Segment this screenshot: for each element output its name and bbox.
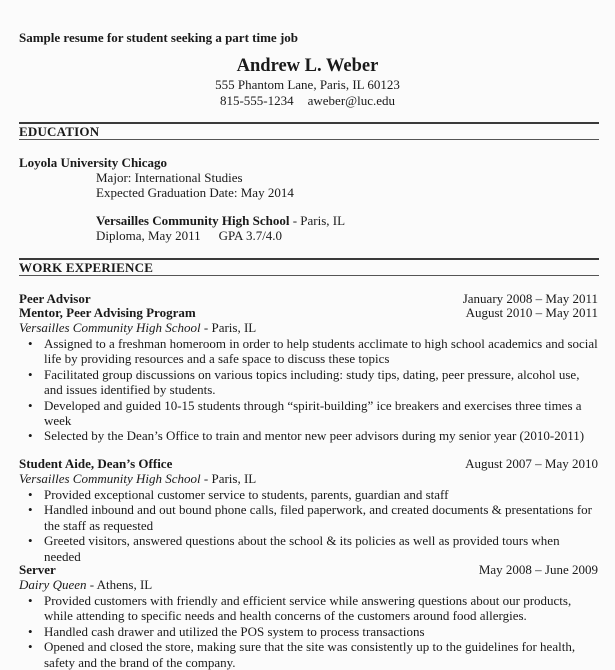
high-school-line bbox=[96, 213, 345, 229]
job-title: Peer Advisor bbox=[19, 291, 91, 306]
list-item: • Facilitated group discussions on various topics including: study tips, dating, peer pressure, alcohol use, and issues identified by students. bbox=[28, 366, 580, 398]
job-title: Student Aide, Dean’s Office bbox=[19, 456, 173, 471]
list-item: • Developed and guided 10-15 students through “spirit-building” ice breakers and exercises three times a week bbox=[28, 397, 582, 429]
job-dates: August 2010 – May 2011 bbox=[465, 305, 598, 320]
list-item: • Assigned to a freshman homeroom in order to help students acclimate to high school academics and social life by providing resources and a safe space to discuss these topics bbox=[28, 336, 598, 367]
section-rule-top bbox=[19, 122, 599, 124]
candidate-address: 555 Phantom Lane, Paris, IL 60123 bbox=[215, 77, 400, 92]
high-school-diploma: Diploma, May 2011 bbox=[96, 228, 201, 243]
list-item: • Provided exceptional customer service to students, parents, guardian and staff bbox=[28, 487, 449, 502]
high-school-location: - Paris, IL bbox=[289, 213, 346, 228]
high-school-details bbox=[96, 228, 282, 244]
job-bullets bbox=[19, 593, 599, 670]
job-employer: Versailles Community High School bbox=[19, 471, 201, 486]
bullet-icon: • bbox=[28, 428, 33, 444]
bullet-icon: • bbox=[28, 366, 33, 382]
contact-line bbox=[0, 93, 615, 109]
job-dates: January 2008 – May 2011 bbox=[462, 291, 598, 306]
list-item: • Opened and closed the store, making sure that the site was consistently up to the guidelines for health, safety and the brand of the company. bbox=[28, 639, 576, 670]
list-item: • Greeted visitors, answered questions about the school & its policies as well as provided tours when needed bbox=[28, 533, 560, 564]
job-employer: Versailles Community High School bbox=[19, 320, 201, 335]
job-location: - Paris, IL bbox=[200, 320, 257, 335]
bullet-icon: • bbox=[28, 533, 33, 549]
job-employer-line bbox=[19, 471, 256, 487]
education-heading: EDUCATION bbox=[19, 124, 100, 139]
job-employer-line bbox=[19, 577, 152, 593]
bullet-icon: • bbox=[28, 639, 33, 655]
list-item: • Selected by the Dean’s Office to train and mentor new peer advisors during my senior year (2010-2011) bbox=[28, 428, 585, 444]
bullet-icon: • bbox=[28, 336, 33, 351]
job-location: - Paris, IL bbox=[200, 471, 257, 486]
university-graduation: Expected Graduation Date: May 2014 bbox=[96, 185, 294, 200]
university-name: Loyola University Chicago bbox=[19, 155, 168, 170]
work-heading: WORK EXPERIENCE bbox=[19, 260, 154, 275]
bullet-icon: • bbox=[28, 487, 33, 502]
bullet-icon: • bbox=[28, 593, 33, 608]
job-employer: Dairy Queen bbox=[19, 577, 87, 592]
job-dates: May 2008 – June 2009 bbox=[478, 562, 598, 577]
candidate-email: aweber@luc.edu bbox=[307, 93, 396, 108]
bullet-icon: • bbox=[28, 502, 33, 518]
list-item: • Handled cash drawer and utilized the POS system to process transactions bbox=[28, 623, 425, 639]
job-location: - Athens, IL bbox=[86, 577, 153, 592]
university-major: Major: International Studies bbox=[96, 170, 243, 185]
candidate-phone: 815-555-1234 bbox=[219, 93, 294, 108]
list-item: • Provided customers with friendly and efficient service while answering questions about our products, while attending to specific needs and health concerns of the customers around food allergies. bbox=[28, 593, 572, 624]
high-school-gpa: GPA 3.7/4.0 bbox=[218, 228, 283, 243]
list-item: • Handled inbound and out bound phone calls, filed paperwork, and created documents & presentations for the staff as requested bbox=[28, 502, 593, 533]
high-school-name: Versailles Community High School bbox=[96, 213, 290, 228]
document-title: Sample resume for student seeking a part time job bbox=[19, 30, 299, 45]
job-title: Mentor, Peer Advising Program bbox=[19, 305, 196, 320]
bullet-icon: • bbox=[28, 623, 33, 639]
job-title: Server bbox=[19, 562, 56, 577]
candidate-name: Andrew L. Weber bbox=[236, 56, 379, 76]
section-rule-bottom bbox=[19, 275, 599, 276]
section-rule-bottom bbox=[19, 139, 599, 140]
job-bullets bbox=[19, 487, 599, 564]
bullet-icon: • bbox=[28, 397, 33, 413]
job-bullets bbox=[19, 336, 599, 444]
job-employer-line bbox=[19, 320, 256, 336]
job-dates: August 2007 – May 2010 bbox=[465, 456, 598, 471]
